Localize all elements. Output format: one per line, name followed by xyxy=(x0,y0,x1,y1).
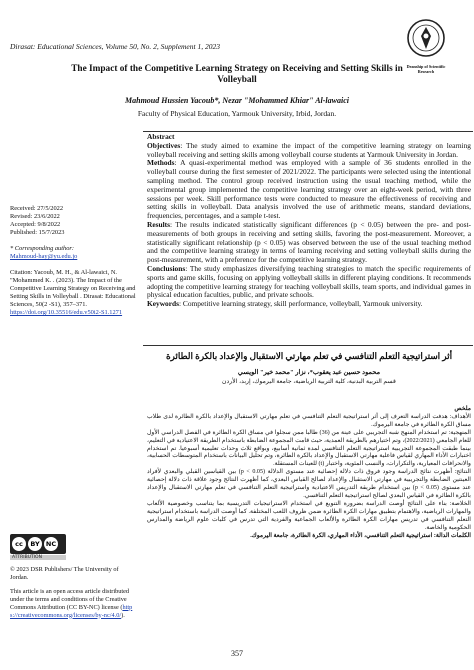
arabic-keywords: الكلمات الدالة: استراتيجية التعلم التنافسي، الأداء المهاري، الكرة الطائرة، جامعة اليرموك. xyxy=(250,532,471,539)
arabic-method: المنهجية: تم استخدام المنهج شبه التجريبي على عينة من (36) طالبا ممن سجلوا في مساق الكرة الطائرة في الفصل الدراسي الأول للعام الجامعي (2022/2021)، وتم اختيارهم بالطريقة العمدية، حيث قامت المجموعة الضابطة باستخدام الطريقة الاعتيادية في التعليم، بينما طبقت المجموعة التجريبية استراتيجية التعلم التنافسي لمدة ثمانية أسابيع، وبواقع ثلاث وحدات تعليمية أسبوعيا. تم استخدام اختبارات الأداء المهاري لقياس فاعلية مهارتي الاستقبال والإعداد بالكرة الطائرة، وتم تحليل البيانات باستخدام المتوسطات الحسابية، والانحرافات المعيارية، والتكرارات، والنسب المئوية، واختبار (t) للعينات المستقلة. xyxy=(147,429,472,468)
abstract-keywords: Keywords: Competitive learning strategy, skill performance, volleyball, Yarmouk university. xyxy=(147,299,423,309)
arabic-title: أثر استراتيجية التعلم التنافسي في تعلم مهارتي الاستقبال والإعداد بالكرة الطائرة xyxy=(165,351,453,361)
arabic-goals: الأهداف: هدفت الدراسة التعرف إلى أثر استراتيجية التعلم التنافسي في تعلم مهارتي الاستقبال والإعداد بالكرة الطائرة لدى طلاب مساق الكرة الطائرة في جامعة اليرموك. xyxy=(147,413,471,428)
paper-authors: Mahmoud Hussien Yacoub*, Nezar "Mohammed Khiar" Al-lawaici xyxy=(125,96,349,105)
abstract-heading: Abstract xyxy=(147,132,175,141)
published-date: Published: 15/7/2023 xyxy=(10,229,65,236)
paper-affiliation: Faculty of Physical Education, Yarmouk University, Irbid, Jordan. xyxy=(137,109,337,118)
abstract-methods: Methods: A quasi-experimental method was employed with a sample of 36 students enrolled in the volleyball course during the first semester of 2021/2022. The participants were selected using the intentional sampling method. The control group received instruction using the usual teaching method, while the experimental group implemented the competitive learning strategy over an eight-week period, with three sessions per week. Skill performance tests were conducted to measure the effectiveness of receiving and setting skills in volleyball. Data analysis involved the use of arithmetic means, standard deviations, frequencies, percentages, and a sample t-test. xyxy=(147,158,471,221)
university-seal-icon xyxy=(406,18,446,58)
revised-date: Revised: 23/6/2022 xyxy=(10,213,60,220)
corresponding-label: * Corresponding author: xyxy=(10,245,75,252)
page-number: 357 xyxy=(231,649,243,658)
logo-caption: Deanship of Scientific Research xyxy=(406,64,446,74)
copyright-text: © 2023 DSR Publishers/ The University of Jordan. xyxy=(10,566,119,581)
arabic-abstract xyxy=(147,406,471,540)
nc-icon: NC xyxy=(44,537,58,551)
corresponding-email[interactable]: Mahmoud-hay@yu.edu.jo xyxy=(10,253,78,260)
cc-icon: cc xyxy=(12,537,26,551)
arabic-affiliation: قسم التربية البدنية، كلية التربية الرياضية، جامعة اليرموك، إربد، الأردن xyxy=(222,378,396,385)
journal-header: Dirasat: Educational Sciences, Volume 50, No. 2, Supplement 1, 2023 xyxy=(10,42,220,51)
received-date: Received: 27/5/2022 xyxy=(10,205,64,212)
arabic-authors: محمود حسين عبد يعقوب*، نزار "محمد خير" الويسي xyxy=(237,369,381,376)
abstract-section xyxy=(147,133,471,309)
cc-attribution-label: ATTRIBUTION xyxy=(10,555,66,560)
copyright-block xyxy=(10,566,138,625)
license-link[interactable]: https://creativecommons.org/licenses/by-nc/4.0/ xyxy=(10,603,133,619)
cc-badge-box xyxy=(10,534,66,554)
arabic-conclusion: الخلاصة: بناء على النتائج أوصت الدراسة بضرورة التنويع في استخدام الاستراتيجيات التدريسية بما يتناسب وخصوصية الألعاب والمهارات الرياضية، والاهتمام بتطبيق مهارات الكرة الطائرة ضمن ظروف اللعب المختلفة. كما أوصت الدراسة باستخدام استراتيجية التعلم التنافسي في تدريس مهارات الكرة الطائرة والألعاب الجماعية والفردية التي تدرس في كليات علوم الرياضة والمدارس الحكومية والخاصة. xyxy=(147,500,471,531)
accepted-date: Accepted: 9/8/2022 xyxy=(10,221,61,228)
article-metadata xyxy=(10,205,138,317)
divider-top xyxy=(143,131,473,132)
license-text: This article is an open access article distributed under the terms and conditions of the Creative Commons Attribution (CC BY-NC) license (https://creativecommons.org/licenses/by-nc/4.0/). xyxy=(10,587,133,619)
abstract-conclusions: Conclusions: The study emphasizes diversifying teaching strategies to match the specific requirements of sports and game skills, focusing on applying volleyball skills in different playing conditions. It recommends adopting the competitive learning strategy for teaching volleyball skills, team sports, and individual games in physical education faculties, public, and private schools. xyxy=(147,263,471,300)
doi-link[interactable]: https://doi.org/10.35516/edu.v50i2-S1.1271 xyxy=(10,309,123,316)
divider-middle xyxy=(143,345,473,346)
arabic-summary-heading: ملخص xyxy=(454,406,471,412)
abstract-results: Results: The results indicated statistically significant differences (p < 0.05) between the pre- and post-measurements of both groups in receiving and setting skills, favoring the post-measurement. Moreover, a statistically significant relationship (p < 0.05) was observed between the use of the usual teaching method and the competitive learning strategy in terms of learning receiving and setting volleyball skills during the post-measurement, with a preference for the competitive learning strategy. xyxy=(147,219,471,265)
cc-license-badge[interactable] xyxy=(10,534,140,560)
by-icon: BY xyxy=(28,537,42,551)
paper-title: The Impact of the Competitive Learning Strategy on Receiving and Setting Skills in Volleyball xyxy=(71,64,403,85)
citation-text: Citation: Yacoub, M. H., & Al-lawaici, N. "Mohammed K. . (2023). The Impact of the Competitive Learning Strategy on Receiving and Setting Skills in Volleyball . Dirasat: Educational Sciences, 50(2 -S1), 357–371. xyxy=(10,269,136,308)
abstract-objectives: Objectives: The study aimed to examine the impact of the competitive learning strategy on learning volleyball receiving and setting skills among volleyball course students at Yarmouk University in Jordan. xyxy=(147,140,471,159)
arabic-results: النتائج: أظهرت نتائج الدراسة وجود فروق ذات دلالة إحصائية عند مستوى الدلالة (p < 0.05) بين القياسين القبلي والبعدي لأفراد العينتين الضابطة والتجريبية في مهارتي الاستقبال والإعداد لصالح القياس البعدي، كما أظهرت النتائج وجود علاقة ذات دلالة إحصائية عند مستوى (p < 0.05) بين استخدام طريقة التدريس الاعتيادية واستراتيجية التعلم التنافسي في تعلم مهارتي الاستقبال والإعداد بالكرة الطائرة في القياس البعدي لصالح استراتيجية التعلم التنافسي. xyxy=(147,469,472,499)
